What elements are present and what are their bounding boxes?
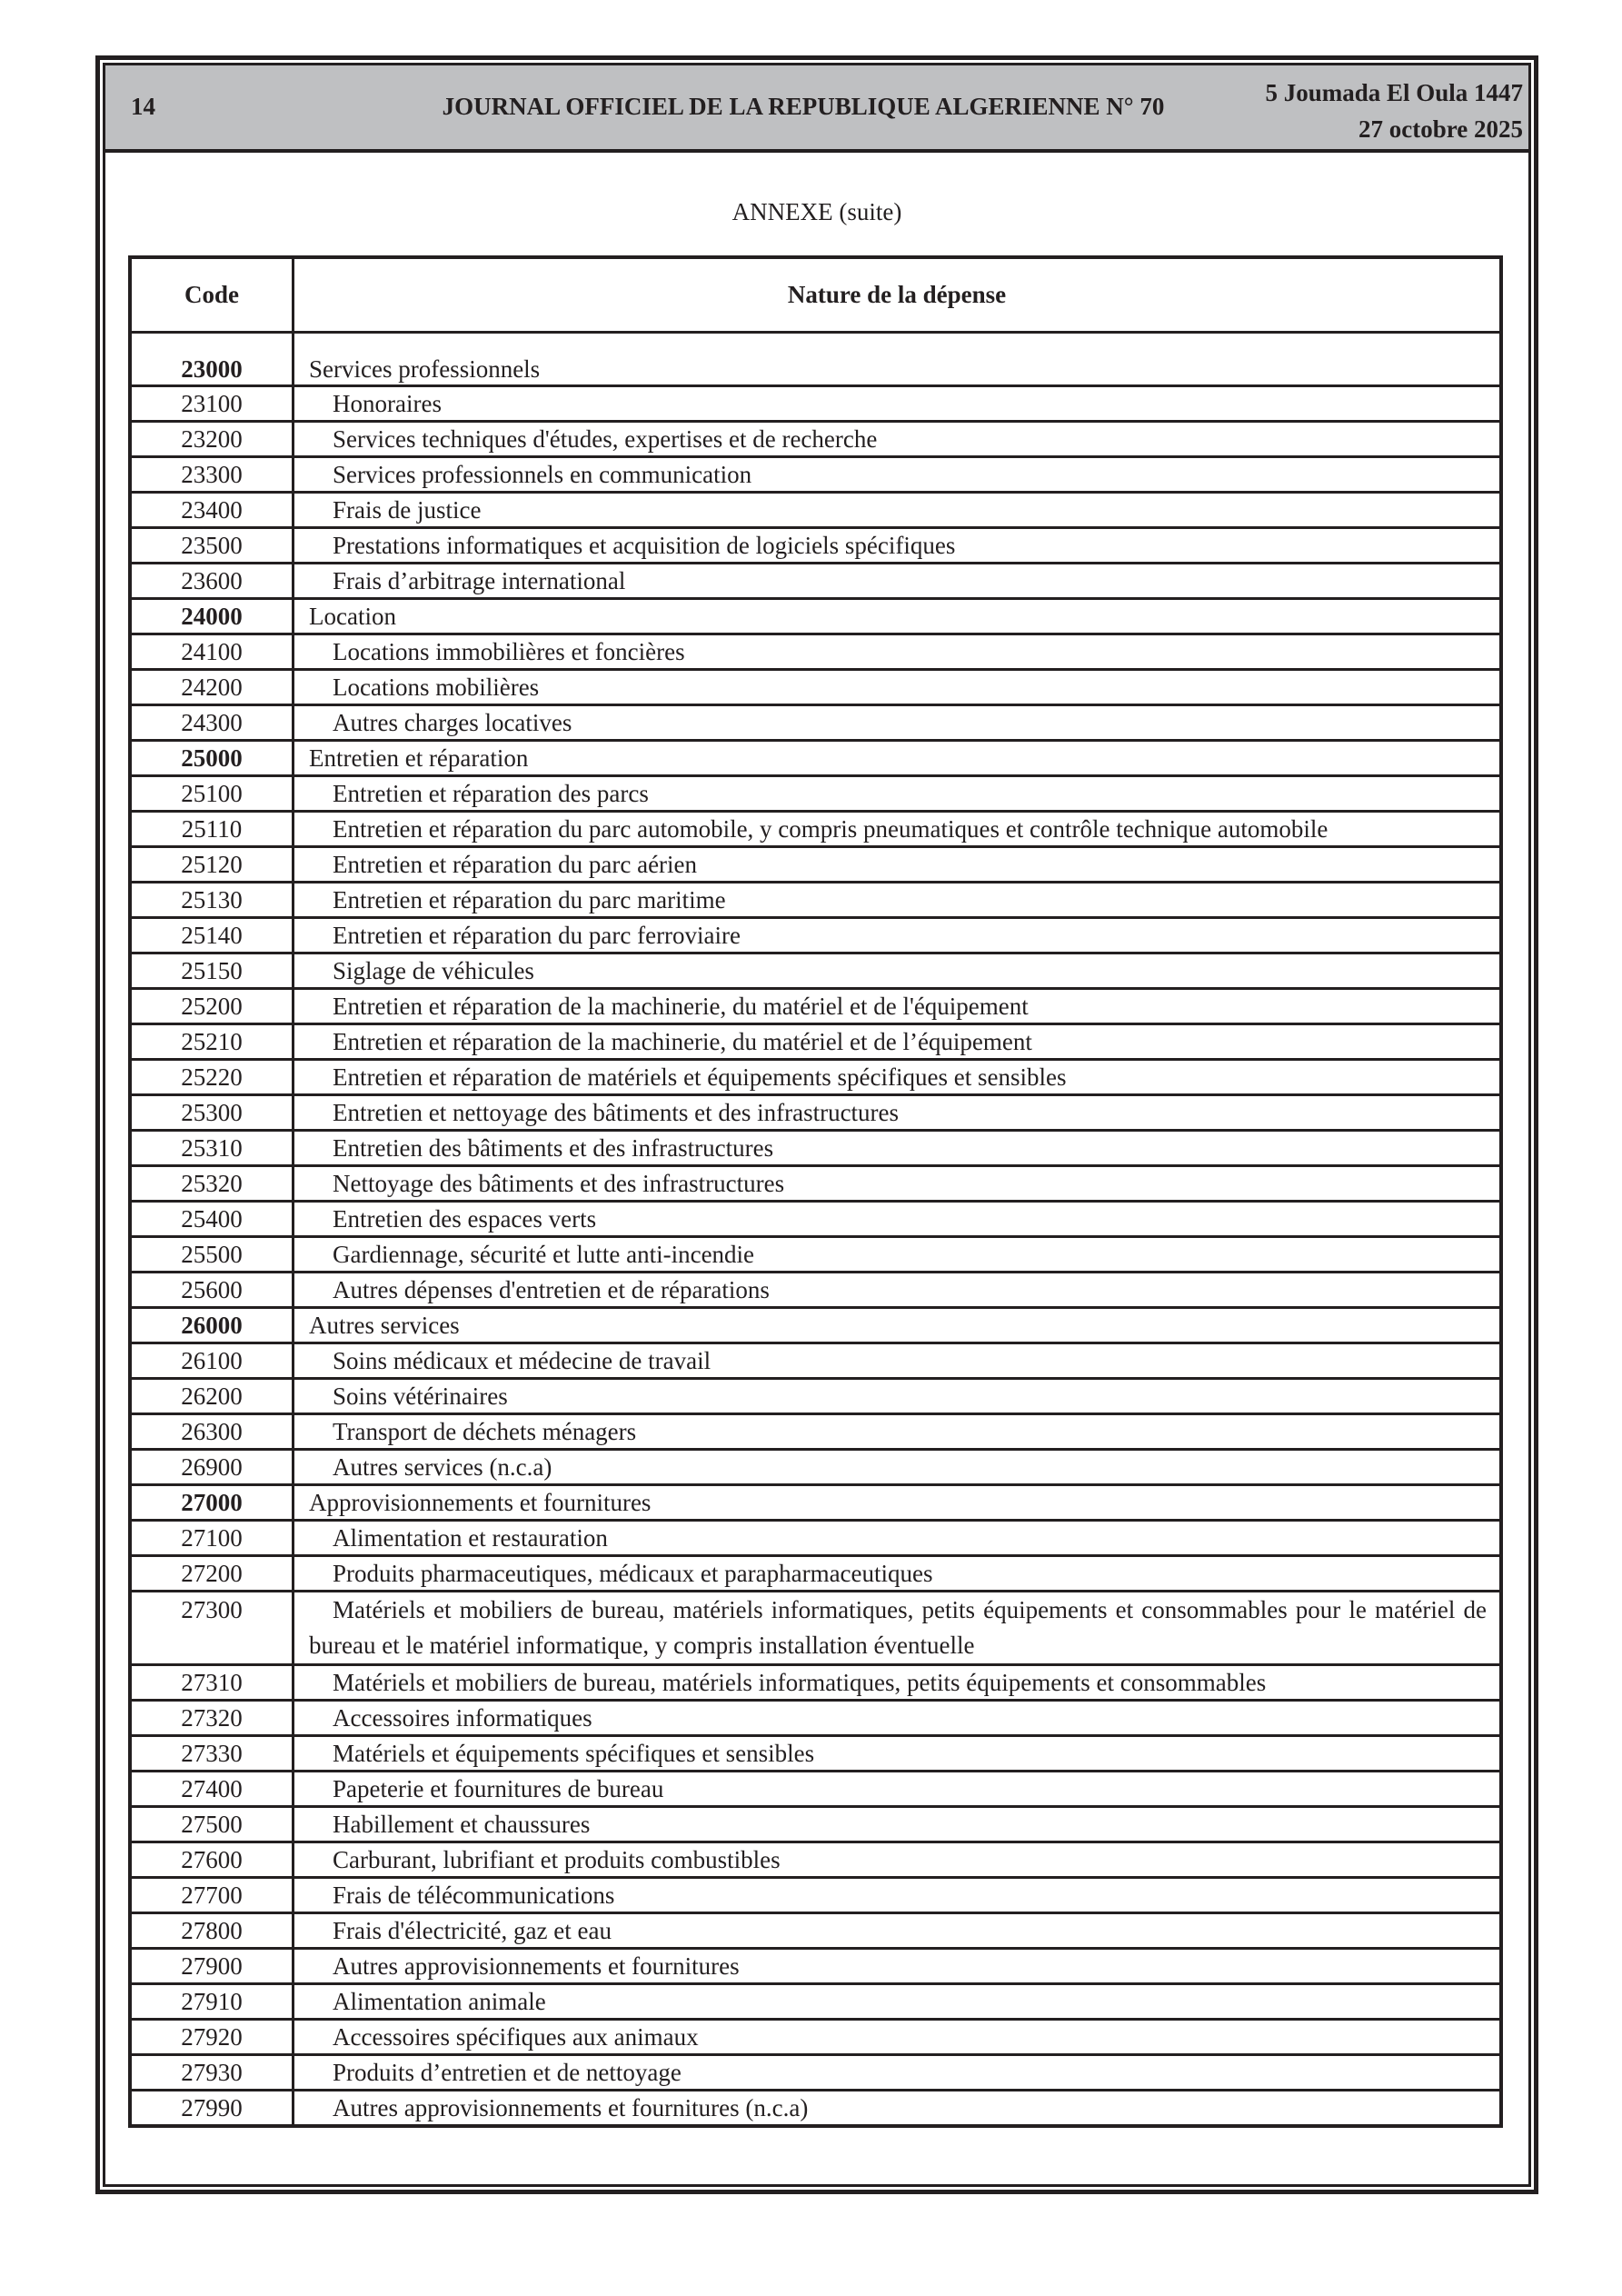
table-row	[130, 1060, 1501, 1095]
row-label: Gardiennage, sécurité et lutte anti-incendie	[294, 1237, 1502, 1273]
page-frame	[95, 55, 1538, 2194]
row-label: Locations immobilières et foncières	[294, 634, 1502, 670]
row-code: 25310	[130, 1131, 294, 1166]
row-label: Location	[294, 599, 1502, 634]
row-label: Honoraires	[294, 386, 1502, 422]
row-label: Carburant, lubrifiant et produits combustibles	[294, 1842, 1502, 1878]
row-code: 27200	[130, 1556, 294, 1592]
table-row	[130, 528, 1501, 564]
row-code: 25110	[130, 812, 294, 847]
row-label: Entretien et réparation de matériels et équipements spécifiques et sensibles	[294, 1060, 1502, 1095]
row-label: Approvisionnements et fournitures	[294, 1485, 1502, 1521]
row-label: Entretien et nettoyage des bâtiments et des infrastructures	[294, 1095, 1502, 1131]
row-label: Autres services	[294, 1308, 1502, 1343]
table-row	[130, 1414, 1501, 1450]
row-label: Matériels et équipements spécifiques et sensibles	[294, 1736, 1502, 1772]
table-row	[130, 1592, 1501, 1665]
row-label: Matériels et mobiliers de bureau, matériels informatiques, petits équipements et consommables pour le matériel de bureau et le matériel informatique, y compris installation éventuelle	[294, 1592, 1502, 1665]
row-label: Entretien et réparation du parc maritime	[294, 883, 1502, 918]
table-row	[130, 1984, 1501, 2020]
row-label: Entretien des espaces verts	[294, 1202, 1502, 1237]
row-code: 26000	[130, 1308, 294, 1343]
row-label: Soins médicaux et médecine de travail	[294, 1343, 1502, 1379]
table-row	[130, 1913, 1501, 1949]
column-header-nature: Nature de la dépense	[294, 257, 1502, 333]
row-label: Services professionnels en communication	[294, 457, 1502, 493]
row-code: 27000	[130, 1485, 294, 1521]
row-label: Entretien des bâtiments et des infrastructures	[294, 1131, 1502, 1166]
row-code: 25200	[130, 989, 294, 1024]
row-label: Entretien et réparation	[294, 741, 1502, 776]
table-row	[130, 634, 1501, 670]
row-label: Frais d’arbitrage international	[294, 564, 1502, 599]
table-row	[130, 457, 1501, 493]
row-label: Entretien et réparation du parc automobile, y compris pneumatiques et contrôle technique automobile	[294, 812, 1502, 847]
row-label: Transport de déchets ménagers	[294, 1414, 1502, 1450]
row-code: 27400	[130, 1772, 294, 1807]
row-label: Habillement et chaussures	[294, 1807, 1502, 1842]
row-code: 23400	[130, 493, 294, 528]
row-code: 27500	[130, 1807, 294, 1842]
table-row	[130, 1202, 1501, 1237]
row-code: 25400	[130, 1202, 294, 1237]
table-row	[130, 1521, 1501, 1556]
table-row	[130, 1878, 1501, 1913]
row-code: 27100	[130, 1521, 294, 1556]
row-label: Autres approvisionnements et fournitures	[294, 1949, 1502, 1984]
row-label: Frais d'électricité, gaz et eau	[294, 1913, 1502, 1949]
row-code: 25120	[130, 847, 294, 883]
table-row	[130, 883, 1501, 918]
table-row	[130, 1701, 1501, 1736]
row-code: 26200	[130, 1379, 294, 1414]
row-code: 27600	[130, 1842, 294, 1878]
table-row	[130, 1807, 1501, 1842]
annexe-title: ANNEXE (suite)	[731, 198, 902, 225]
row-code: 27990	[130, 2091, 294, 2127]
table-row	[130, 1237, 1501, 1273]
table-row	[130, 1450, 1501, 1485]
row-code: 27920	[130, 2020, 294, 2055]
table-row	[130, 2055, 1501, 2091]
row-label: Soins vétérinaires	[294, 1379, 1502, 1414]
table-row	[130, 1343, 1501, 1379]
row-label: Services professionnels	[294, 333, 1502, 386]
row-code: 23300	[130, 457, 294, 493]
table-row	[130, 1131, 1501, 1166]
table-row	[130, 2091, 1501, 2127]
row-code: 23100	[130, 386, 294, 422]
table-row	[130, 1166, 1501, 1202]
table-row	[130, 1095, 1501, 1131]
row-code: 26300	[130, 1414, 294, 1450]
column-header-code: Code	[130, 257, 294, 333]
table-row	[130, 599, 1501, 634]
table-row	[130, 670, 1501, 705]
row-label: Alimentation et restauration	[294, 1521, 1502, 1556]
row-label: Entretien et réparation de la machinerie, du matériel et de l’équipement	[294, 1024, 1502, 1060]
row-code: 24000	[130, 599, 294, 634]
row-code: 26100	[130, 1343, 294, 1379]
table-row	[130, 1308, 1501, 1343]
row-code: 27330	[130, 1736, 294, 1772]
row-label: Entretien et réparation des parcs	[294, 776, 1502, 812]
row-label: Nettoyage des bâtiments et des infrastructures	[294, 1166, 1502, 1202]
row-label: Frais de justice	[294, 493, 1502, 528]
table-row	[130, 1842, 1501, 1878]
table-row	[130, 386, 1501, 422]
table-row	[130, 705, 1501, 741]
table-row	[130, 1665, 1501, 1701]
row-code: 23200	[130, 422, 294, 457]
table-row	[130, 1772, 1501, 1807]
row-code: 27300	[130, 1592, 294, 1665]
row-label: Autres charges locatives	[294, 705, 1502, 741]
table-header-row	[130, 257, 1501, 333]
row-label: Accessoires informatiques	[294, 1701, 1502, 1736]
row-code: 25300	[130, 1095, 294, 1131]
row-code: 23600	[130, 564, 294, 599]
row-code: 27310	[130, 1665, 294, 1701]
table-row	[130, 918, 1501, 953]
row-code: 25600	[130, 1273, 294, 1308]
row-label: Autres approvisionnements et fournitures (n.c.a)	[294, 2091, 1502, 2127]
row-code: 27930	[130, 2055, 294, 2091]
page-inner-frame	[103, 63, 1531, 2187]
table-row	[130, 1736, 1501, 1772]
row-code: 27700	[130, 1878, 294, 1913]
row-code: 25140	[130, 918, 294, 953]
date-hijri: 5 Joumada El Oula 1447	[1265, 79, 1523, 106]
row-code: 26900	[130, 1450, 294, 1485]
row-code: 24100	[130, 634, 294, 670]
row-code: 27910	[130, 1984, 294, 2020]
table-row	[130, 989, 1501, 1024]
journal-date	[1265, 75, 1523, 147]
row-label: Entretien et réparation du parc aérien	[294, 847, 1502, 883]
table-row	[130, 333, 1501, 386]
journal-header	[105, 65, 1528, 153]
row-label: Siglage de véhicules	[294, 953, 1502, 989]
row-label: Frais de télécommunications	[294, 1878, 1502, 1913]
row-label: Matériels et mobiliers de bureau, matériels informatiques, petits équipements et consommables	[294, 1665, 1502, 1701]
table-row	[130, 1556, 1501, 1592]
page-number: 14	[131, 93, 155, 120]
row-label: Produits d’entretien et de nettoyage	[294, 2055, 1502, 2091]
journal-title: JOURNAL OFFICIEL DE LA REPUBLIQUE ALGERIENNE N° 70	[442, 93, 1165, 120]
row-code: 27800	[130, 1913, 294, 1949]
row-code: 25100	[130, 776, 294, 812]
table-row	[130, 493, 1501, 528]
row-label: Alimentation animale	[294, 1984, 1502, 2020]
row-code: 25150	[130, 953, 294, 989]
row-label: Autres services (n.c.a)	[294, 1450, 1502, 1485]
row-label: Entretien et réparation du parc ferroviaire	[294, 918, 1502, 953]
table-row	[130, 1485, 1501, 1521]
table-row	[130, 1949, 1501, 1984]
row-code: 24300	[130, 705, 294, 741]
row-code: 27900	[130, 1949, 294, 1984]
row-code: 25220	[130, 1060, 294, 1095]
table-row	[130, 422, 1501, 457]
row-code: 23500	[130, 528, 294, 564]
row-label: Produits pharmaceutiques, médicaux et parapharmaceutiques	[294, 1556, 1502, 1592]
table-row	[130, 1379, 1501, 1414]
row-code: 23000	[130, 333, 294, 386]
table-row	[130, 1024, 1501, 1060]
row-code: 25210	[130, 1024, 294, 1060]
row-label: Entretien et réparation de la machinerie, du matériel et de l'équipement	[294, 989, 1502, 1024]
row-label: Prestations informatiques et acquisition de logiciels spécifiques	[294, 528, 1502, 564]
table-row	[130, 953, 1501, 989]
row-label: Locations mobilières	[294, 670, 1502, 705]
table-row	[130, 776, 1501, 812]
table-row	[130, 1273, 1501, 1308]
row-label: Services techniques d'études, expertises et de recherche	[294, 422, 1502, 457]
row-code: 25320	[130, 1166, 294, 1202]
row-label: Autres dépenses d'entretien et de réparations	[294, 1273, 1502, 1308]
table-row	[130, 564, 1501, 599]
table-row	[130, 741, 1501, 776]
row-code: 24200	[130, 670, 294, 705]
row-code: 25500	[130, 1237, 294, 1273]
date-gregorian: 27 octobre 2025	[1358, 115, 1523, 143]
row-code: 25000	[130, 741, 294, 776]
table-row	[130, 847, 1501, 883]
row-label: Accessoires spécifiques aux animaux	[294, 2020, 1502, 2055]
row-label: Papeterie et fournitures de bureau	[294, 1772, 1502, 1807]
row-code: 25130	[130, 883, 294, 918]
row-code: 27320	[130, 1701, 294, 1736]
table-row	[130, 812, 1501, 847]
expense-table	[128, 255, 1503, 2128]
table-row	[130, 2020, 1501, 2055]
